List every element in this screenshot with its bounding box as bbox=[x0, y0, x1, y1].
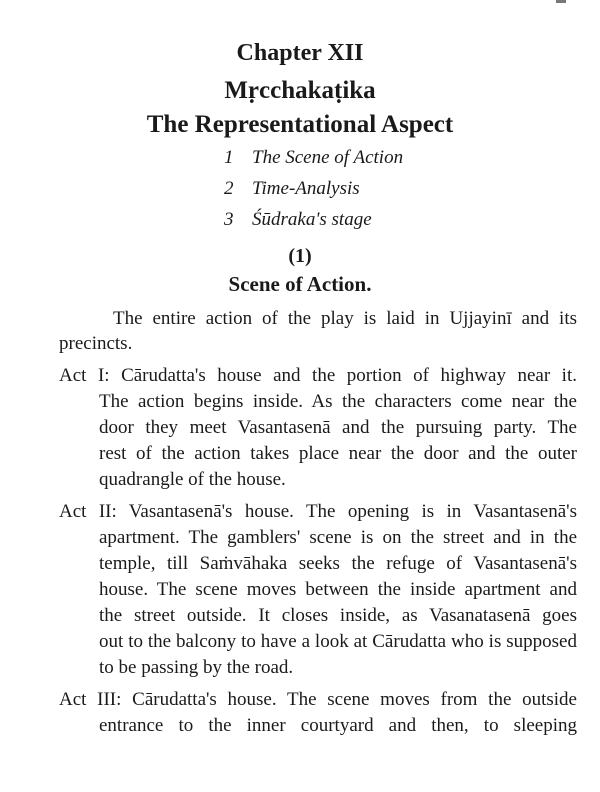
body-line: house. The scene moves between the inside apartment and bbox=[99, 579, 577, 600]
chapter-label: Chapter XII bbox=[236, 40, 364, 66]
body-line: apartment. The gamblers' scene is on the street and in the bbox=[99, 527, 577, 548]
chapter-subtitle: The Representational Aspect bbox=[146, 111, 454, 138]
body-line: door they meet Vasantasenā and the pursuing party. The bbox=[99, 417, 577, 438]
body-line: entrance to the inner courtyard and then, to sleeping bbox=[99, 715, 577, 736]
toc-item-number: 3 bbox=[224, 209, 234, 230]
scan-mark bbox=[556, 0, 566, 3]
toc-item-number: 2 bbox=[224, 178, 234, 199]
body-line: the street outside. It closes inside, as Vasanatasenā goes bbox=[99, 605, 577, 626]
section-number: (1) bbox=[288, 245, 312, 267]
toc-item-label: Śūdraka's stage bbox=[252, 209, 372, 230]
body-line: Act I: Cārudatta's house and the portion of highway near it. bbox=[59, 365, 577, 386]
toc-item-label: Time-Analysis bbox=[252, 178, 360, 199]
body-line: rest of the action takes place near the door and the outer bbox=[99, 443, 577, 464]
body-line: to be passing by the road. bbox=[99, 657, 294, 678]
section-heading: Scene of Action. bbox=[228, 272, 372, 296]
body-line: temple, till Saṁvāhaka seeks the refuge of Vasantasenā's bbox=[99, 553, 577, 574]
body-line: The action begins inside. As the characters come near the bbox=[99, 391, 577, 412]
body-line: The entire action of the play is laid in Ujjayinī and its bbox=[113, 308, 577, 329]
body-line: Act II: Vasantasenā's house. The opening is in Vasantasenā's bbox=[59, 501, 577, 522]
toc-item-label: The Scene of Action bbox=[252, 147, 404, 168]
toc-item bbox=[224, 209, 372, 231]
toc-item-number: 1 bbox=[224, 147, 234, 168]
toc-item bbox=[224, 178, 360, 200]
body-line: out to the balcony to have a look at Cārudatta who is supposed bbox=[99, 631, 577, 652]
body-line: Act III: Cārudatta's house. The scene moves from the outside bbox=[59, 689, 577, 710]
chapter-title: Mṛcchakaṭika bbox=[224, 77, 376, 104]
body-line: precincts. bbox=[59, 333, 133, 354]
toc-item bbox=[224, 147, 403, 169]
body-line: quadrangle of the house. bbox=[99, 469, 286, 490]
